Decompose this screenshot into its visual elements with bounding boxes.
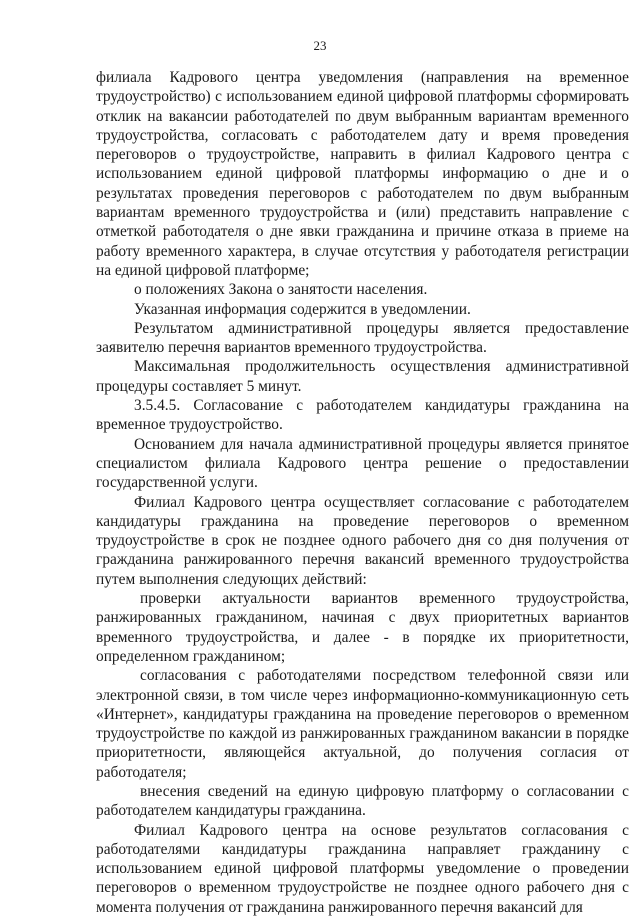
section-heading-3-5-4-5: 3.5.4.5. Согласование с работодателем кандидатуры гражданина на временное трудоустройство. xyxy=(96,397,629,434)
list-item-coordinate-employers: согласования с работодателями посредством телефонной связи или электронной связи, в том числе через информационно-коммуникационную сеть «Интернет», кандидатуры гражданина на проведение переговоров о временном трудоустройстве по каждой из ранжированных гражданином вакансии в порядке приоритетности, являющейся актуальной, до получения согласия от работодателя; xyxy=(96,667,629,781)
paragraph-max-duration: Максимальная продолжительность осуществления административной процедуры составляет 5 минут. xyxy=(96,358,629,395)
page-body xyxy=(96,68,629,917)
paragraph-branch-notification: Филиал Кадрового центра на основе результатов согласования с работодателями кандидатуры гражданина направляет гражданину с использованием единой цифровой платформы уведомление о проведении переговоров о временном трудоустройстве не позднее одного рабочего дня с момента получения от гражданина ранжированного перечня вакансий для xyxy=(96,821,629,916)
paragraph-info-in-notification: Указанная информация содержится в уведомлении. xyxy=(134,300,471,318)
page-number: 23 xyxy=(313,38,327,53)
paragraph-procedure-basis: Основанием для начала административной процедуры является принятое специалистом филиала Кадрового центра решение о предоставлении государственной услуги. xyxy=(96,435,629,492)
paragraph-procedure-result: Результатом административной процедуры является предоставление заявителю перечня вариантов временного трудоустройства. xyxy=(96,319,629,357)
list-item-check-relevance: проверки актуальности вариантов временного трудоустройства, ранжированных гражданином, начиная с двух приоритетных вариантов временного трудоустройства, и далее - в порядке их приоритетности, определенном гражданином; xyxy=(96,590,629,665)
paragraph-branch-coordination: Филиал Кадрового центра осуществляет согласование с работодателем кандидатуры гражданина на проведение переговоров о временном трудоустройстве в срок не позднее одного рабочего дня со дня получения от гражданина ранжированного перечня вакансий временного трудоустройства путем выполнения следующих действий: xyxy=(96,493,629,588)
list-item-enter-data: внесения сведений на единую цифровую платформу о согласовании с работодателем кандидатуры гражданина. xyxy=(96,782,629,820)
paragraph-employment-law: о положениях Закона о занятости населения. xyxy=(134,281,428,299)
paragraph-notification-continuation: филиала Кадрового центра уведомления (направления на временное трудоустройство) с использованием единой цифровой платформы сформировать отклик на вакансии работодателей по двум выбранным вариантам временного трудоустройства, согласовать с работодателем дату и время проведения переговоров о трудоустройстве, направить в филиал Кадрового центра с использованием единой цифровой платформы информацию о дне и о результатах проведения переговоров с работодателем по двум выбранным вариантам временного трудоустройства и (или) представить направление с отметкой работодателя о дне явки гражданина и причине отказа в приеме на работу временного характера, в случае отсутствия у работодателя регистрации на единой цифровой платформе; xyxy=(96,69,629,279)
